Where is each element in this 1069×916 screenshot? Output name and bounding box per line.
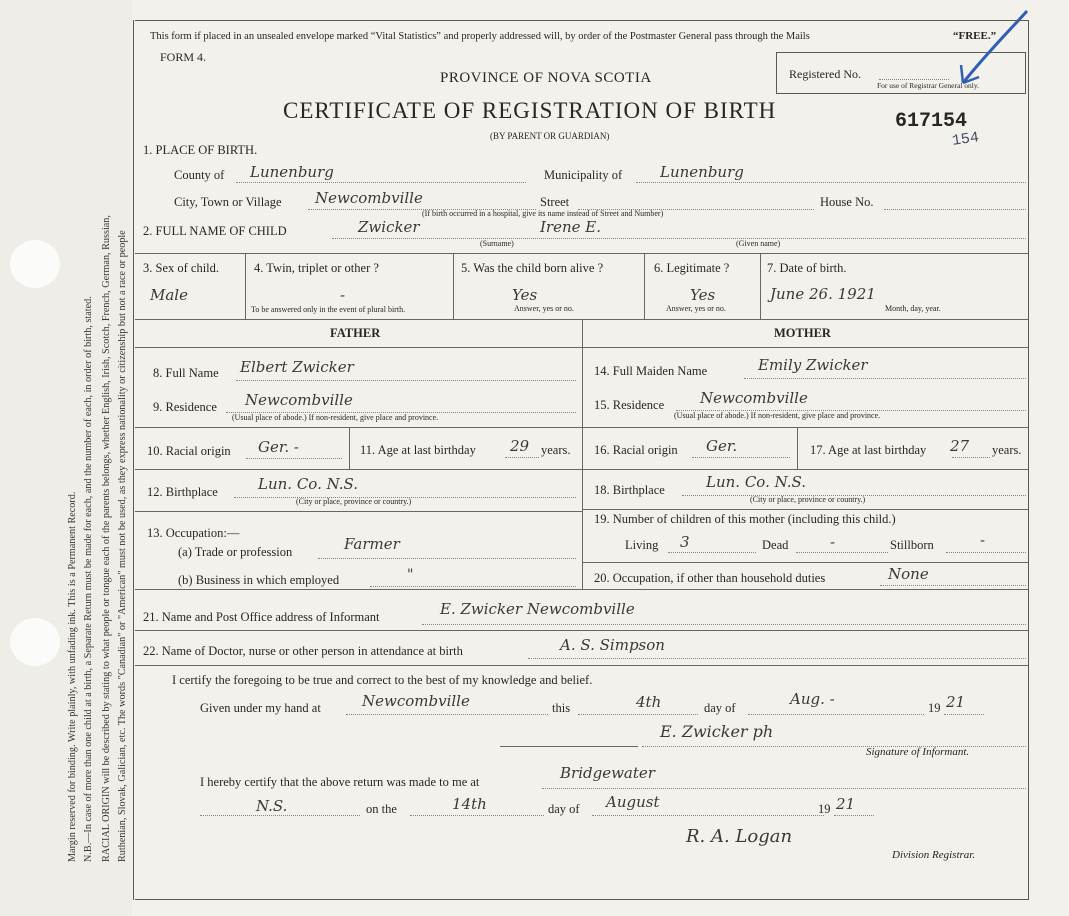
father-residence-label: 9. Residence xyxy=(153,400,217,414)
registrar-caption: Division Registrar. xyxy=(892,849,976,861)
return-label: I hereby certify that the above return was made to me at xyxy=(200,775,480,789)
margin-note-4: Ruthenian, Slovak, Galician, etc. The words "Canadian" or "American" must not be used, as they express nationality or citizenship but not a race or people xyxy=(117,230,128,862)
province-heading: PROVINCE OF NOVA SCOTIA xyxy=(440,70,652,86)
return-day-value: 14th xyxy=(452,795,487,813)
margin-rule xyxy=(133,20,134,900)
return-month-value: August xyxy=(606,793,660,811)
certify-statement: I certify the foregoing to be true and correct to the best of my knowledge and belief. xyxy=(172,673,593,687)
father-business-label: (b) Business in which employed xyxy=(178,573,340,587)
father-trade-value: Farmer xyxy=(344,535,400,553)
father-birthplace-label: 12. Birthplace xyxy=(147,485,218,499)
father-age-label: 11. Age at last birthday xyxy=(360,443,476,457)
stillborn-value: - xyxy=(980,531,986,549)
mother-residence-label: 15. Residence xyxy=(594,398,665,412)
mother-children-label: 19. Number of children of this mother (including this child.) xyxy=(594,512,896,526)
city-label: City, Town or Village xyxy=(174,195,282,209)
given-day-value: 4th xyxy=(636,693,662,711)
mother-age-unit: years. xyxy=(992,443,1022,457)
father-name-label: 8. Full Name xyxy=(153,366,219,380)
father-age-unit: years. xyxy=(541,443,571,457)
mail-notice: This form if placed in an unsealed envelope marked “Vital Statistics” and properly addressed will, by order of the Postmaster General pass through the Mails xyxy=(150,31,810,42)
return-year-value: 21 xyxy=(836,795,856,813)
county-label: County of xyxy=(174,168,225,182)
sex-label: 3. Sex of child. xyxy=(143,261,220,275)
father-birthplace-value: Lun. Co. N.S. xyxy=(258,475,359,493)
date-of-birth-note: Month, day, year. xyxy=(885,304,941,313)
street-label: Street xyxy=(540,195,570,209)
place-of-birth-heading: 1. PLACE OF BIRTH. xyxy=(143,143,258,157)
mother-age-value: 27 xyxy=(950,437,970,455)
father-age-value: 29 xyxy=(510,437,530,455)
mother-race-label: 16. Racial origin xyxy=(594,443,678,457)
father-residence-note: (Usual place of abode.) If non-resident, give place and province. xyxy=(232,413,439,422)
informant-signature-caption: Signature of Informant. xyxy=(866,746,970,758)
informant-label: 21. Name and Post Office address of Informant xyxy=(143,610,380,624)
form-number: FORM 4. xyxy=(160,50,207,64)
mother-occupation-value: None xyxy=(888,565,929,583)
child-given-name: Irene E. xyxy=(540,218,601,236)
legitimate-note: Answer, yes or no. xyxy=(666,304,726,313)
margin-note-1: Margin reserved for binding. Write plainly, with unfading ink. This is a Permanent Record. xyxy=(67,491,78,862)
given-under-hand-label: Given under my hand at xyxy=(200,701,321,715)
binding-margin xyxy=(0,0,132,916)
living-label: Living xyxy=(625,538,659,552)
father-birthplace-note: (City or place, province or country.) xyxy=(296,497,412,506)
registered-label: Registered No. xyxy=(789,67,861,81)
return-year-prefix: 19 xyxy=(818,802,831,816)
return-province-value: N.S. xyxy=(256,797,288,815)
mother-age-label: 17. Age at last birthday xyxy=(810,443,927,457)
serial-number: 617154 xyxy=(895,110,968,133)
given-day-of-label: day of xyxy=(704,701,736,715)
serial-stamp: 154 xyxy=(950,129,981,150)
mother-birthplace-label: 18. Birthplace xyxy=(594,483,665,497)
certificate-title: CERTIFICATE OF REGISTRATION OF BIRTH xyxy=(283,98,777,123)
sex-value: Male xyxy=(150,286,188,304)
dead-label: Dead xyxy=(762,538,789,552)
hospital-note: (If birth occurred in a hospital, give its name instead of Street and Number) xyxy=(422,209,664,218)
county-value: Lunenburg xyxy=(250,163,334,181)
margin-note-2: N.B.—In case of more than one child at a birth, a Separate Return must be made for each, and the number of each, in order of birth, stated. xyxy=(83,296,94,862)
father-name-value: Elbert Zwicker xyxy=(240,358,354,376)
doctor-value: A. S. Simpson xyxy=(560,636,665,654)
check-mark-icon xyxy=(955,5,1035,90)
registered-note: For use of Registrar General only. xyxy=(877,81,979,90)
dead-value: - xyxy=(830,533,836,551)
free-mark: “FREE.” xyxy=(953,30,997,42)
mother-heading: MOTHER xyxy=(774,326,831,340)
mother-residence-value: Newcombville xyxy=(700,389,808,407)
city-value: Newcombville xyxy=(315,189,423,207)
father-race-value: Ger. - xyxy=(258,438,299,456)
child-surname: Zwicker xyxy=(358,218,420,236)
punch-hole xyxy=(10,618,60,666)
born-alive-label: 5. Was the child born alive ? xyxy=(461,261,604,275)
mother-occupation-label: 20. Occupation, if other than household duties xyxy=(594,571,826,585)
mother-race-value: Ger. xyxy=(706,437,738,455)
mother-name-label: 14. Full Maiden Name xyxy=(594,364,708,378)
given-year-value: 21 xyxy=(946,693,966,711)
this-label: this xyxy=(552,701,571,715)
date-of-birth-label: 7. Date of birth. xyxy=(767,261,847,275)
surname-caption: (Surname) xyxy=(480,239,514,248)
child-name-label: 2. FULL NAME OF CHILD xyxy=(143,224,287,238)
father-residence-value: Newcombville xyxy=(245,391,353,409)
twin-note: To be answered only in the event of plural birth. xyxy=(251,305,406,314)
registrar-signature: R. A. Logan xyxy=(686,826,793,847)
date-of-birth-value: June 26. 1921 xyxy=(770,285,876,303)
living-value: 3 xyxy=(680,533,690,551)
mother-residence-note: (Usual place of abode.) If non-resident, give place and province. xyxy=(674,411,881,420)
return-place-value: Bridgewater xyxy=(560,764,655,782)
twin-value: - xyxy=(340,286,346,304)
house-number-label: House No. xyxy=(820,195,874,209)
mother-birthplace-note: (City or place, province or country.) xyxy=(750,495,866,504)
municipality-value: Lunenburg xyxy=(660,163,744,181)
born-alive-note: Answer, yes or no. xyxy=(514,304,574,313)
father-business-value: " xyxy=(407,567,414,583)
margin-note-3: RACIAL ORIGIN will be described by stating to what people or tongue each of the parents belongs, whether English, Irish, Scotch, French, German, Russian, xyxy=(101,215,112,862)
mother-birthplace-value: Lun. Co. N.S. xyxy=(706,473,807,491)
on-the-label: on the xyxy=(366,802,397,816)
return-day-of-label: day of xyxy=(548,802,580,816)
doctor-label: 22. Name of Doctor, nurse or other person in attendance at birth xyxy=(143,644,463,658)
legitimate-value: Yes xyxy=(690,286,716,304)
mother-name-value: Emily Zwicker xyxy=(758,356,868,374)
municipality-label: Municipality of xyxy=(544,168,623,182)
informant-signature: E. Zwicker ph xyxy=(660,722,774,741)
father-occupation-label: 13. Occupation:— xyxy=(147,526,240,540)
given-year-prefix: 19 xyxy=(928,701,941,715)
stillborn-label: Stillborn xyxy=(890,538,934,552)
father-race-label: 10. Racial origin xyxy=(147,444,231,458)
father-trade-label: (a) Trade or profession xyxy=(178,545,293,559)
given-month-value: Aug. - xyxy=(790,690,835,708)
legitimate-label: 6. Legitimate ? xyxy=(654,261,730,275)
given-name-caption: (Given name) xyxy=(736,239,781,248)
twin-label: 4. Twin, triplet or other ? xyxy=(254,261,379,275)
father-heading: FATHER xyxy=(330,326,381,340)
informant-value: E. Zwicker Newcombville xyxy=(440,600,635,618)
punch-hole xyxy=(10,240,60,288)
certificate-subtitle: (BY PARENT OR GUARDIAN) xyxy=(490,131,610,141)
given-place-value: Newcombville xyxy=(362,692,470,710)
born-alive-value: Yes xyxy=(512,286,538,304)
